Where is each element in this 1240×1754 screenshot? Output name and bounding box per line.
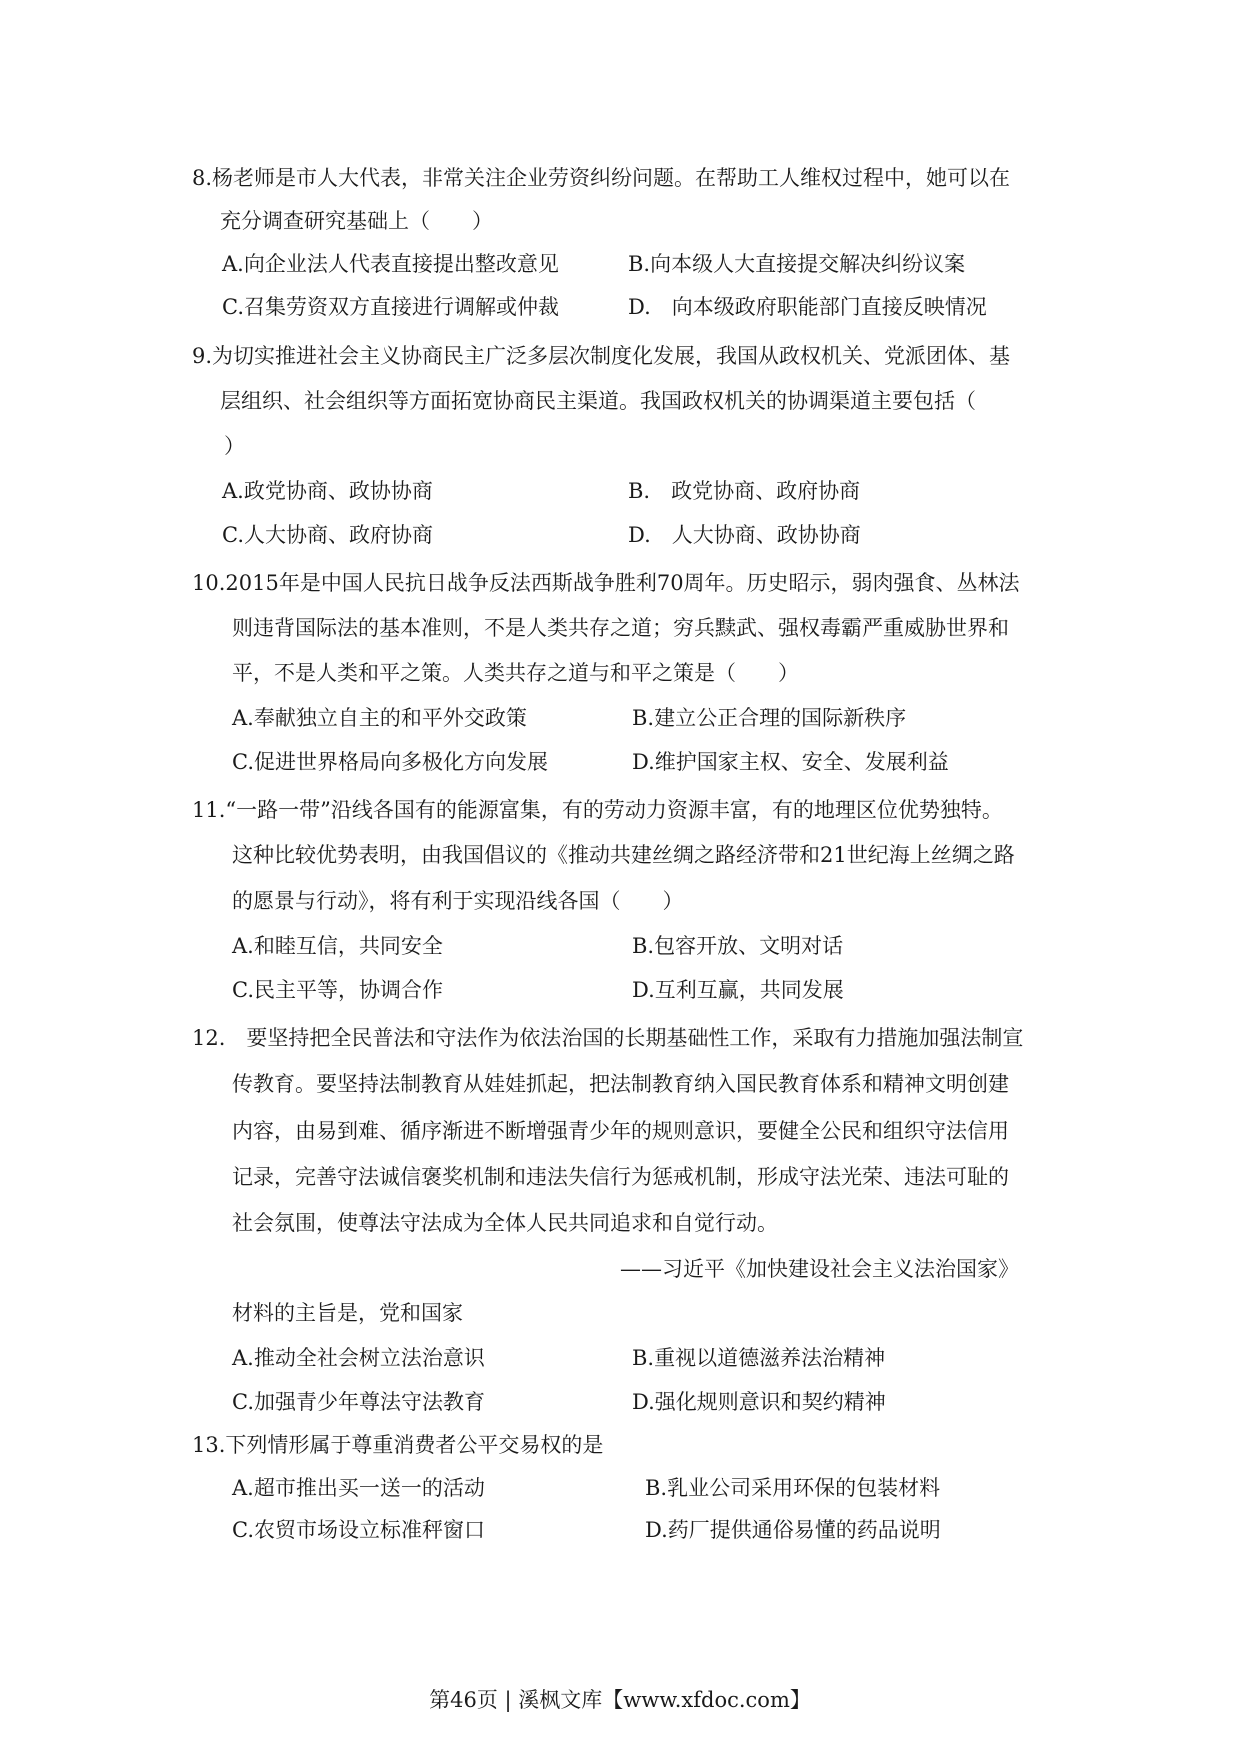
question-10-stem-line-1: 10.2015年是中国人民抗日战争反法西斯战争胜利70周年。历史昭示，弱肉强食、丛林法 [192, 571, 1020, 595]
question-8-option-b: B.向本级人大直接提交解决纠纷议案 [628, 252, 966, 276]
question-9-stem-line-1: 9.为切实推进社会主义协商民主广泛多层次制度化发展，我国从政权机关、党派团体、基 [192, 344, 1011, 368]
question-11-stem-line-1: 11.“一路一带”沿线各国有的能源富集，有的劳动力资源丰富，有的地理区位优势独特。 [192, 798, 1003, 822]
question-9-option-c: C.人大协商、政府协商 [222, 523, 433, 547]
question-8-option-c: C.召集劳资双方直接进行调解或仲裁 [222, 295, 559, 319]
question-10-stem-line-3: 平，不是人类和平之策。人类共存之道与和平之策是（ ） [232, 661, 799, 685]
question-9-option-b: B. 政党协商、政府协商 [628, 479, 861, 503]
question-12-option-d: D.强化规则意识和契约精神 [632, 1390, 886, 1414]
question-11-stem-line-3: 的愿景与行动》，将有利于实现沿线各国（ ） [232, 889, 684, 913]
question-12-option-c: C.加强青少年尊法守法教育 [232, 1390, 485, 1414]
question-12-option-a: A.推动全社会树立法治意识 [232, 1346, 485, 1370]
question-12-stem-line-3: 内容，由易到难、循序渐进不断增强青少年的规则意识，要健全公民和组织守法信用 [232, 1119, 1009, 1143]
question-12-stem-line-1: 12. 要坚持把全民普法和守法作为依法治国的长期基础性工作，采取有力措施加强法制宣 [192, 1026, 1024, 1050]
question-12-stem-line-4: 记录，完善守法诚信褒奖机制和违法失信行为惩戒机制，形成守法光荣、违法可耻的 [232, 1165, 1009, 1189]
question-12-source: ——习近平《加快建设社会主义法治国家》 [620, 1257, 1019, 1281]
question-11-option-d: D.互利互赢，共同发展 [632, 978, 844, 1002]
question-13-option-a: A.超市推出买一送一的活动 [232, 1476, 485, 1500]
question-12-stem-line-2: 传教育。要坚持法制教育从娃娃抓起，把法制教育纳入国民教育体系和精神文明创建 [232, 1072, 1009, 1096]
question-12-option-b: B.重视以道德滋养法治精神 [632, 1346, 886, 1370]
question-11-option-c: C.民主平等，协调合作 [232, 978, 443, 1002]
question-10-option-a: A.奉献独立自主的和平外交政策 [232, 706, 527, 730]
question-11-option-a: A.和睦互信，共同安全 [232, 934, 443, 958]
question-8-stem-line-2: 充分调查研究基础上（ ） [220, 209, 493, 233]
question-13-stem-line-1: 13.下列情形属于尊重消费者公平交易权的是 [192, 1433, 604, 1457]
question-12-prompt: 材料的主旨是，党和国家 [232, 1301, 463, 1325]
question-9-stem-line-2: 层组织、社会组织等方面拓宽协商民主渠道。我国政权机关的协调渠道主要包括（ [220, 389, 976, 413]
question-10-option-d: D.维护国家主权、安全、发展利益 [632, 750, 949, 774]
question-8-stem-line-1: 8.杨老师是市人大代表，非常关注企业劳资纠纷问题。在帮助工人维权过程中，她可以在 [192, 166, 1011, 190]
question-10-option-b: B.建立公正合理的国际新秩序 [632, 706, 907, 730]
question-11-option-b: B.包容开放、文明对话 [632, 934, 844, 958]
question-9-option-d: D. 人大协商、政协协商 [628, 523, 861, 547]
question-8-option-d: D. 向本级政府职能部门直接反映情况 [628, 295, 987, 319]
question-11-stem-line-2: 这种比较优势表明，由我国倡议的《推动共建丝绸之路经济带和21世纪海上丝绸之路 [232, 843, 1015, 867]
question-10-option-c: C.促进世界格局向多极化方向发展 [232, 750, 548, 774]
question-8-option-a: A.向企业法人代表直接提出整改意见 [222, 252, 559, 276]
question-9-option-a: A.政党协商、政协协商 [222, 479, 433, 503]
question-12-stem-line-5: 社会氛围，使尊法守法成为全体人民共同追求和自觉行动。 [232, 1211, 778, 1235]
question-13-option-c: C.农贸市场设立标准秤窗口 [232, 1518, 485, 1542]
question-9-stem-line-3: ） [224, 434, 245, 458]
question-13-option-d: D.药厂提供通俗易懂的药品说明 [645, 1518, 941, 1542]
question-13-option-b: B.乳业公司采用环保的包装材料 [645, 1476, 941, 1500]
page-footer: 第46页 | 溪枫文库【www.xfdoc.com】 [429, 1688, 811, 1712]
question-10-stem-line-2: 则违背国际法的基本准则，不是人类共存之道；穷兵黩武、强权毒霸严重威胁世界和 [232, 616, 1009, 640]
